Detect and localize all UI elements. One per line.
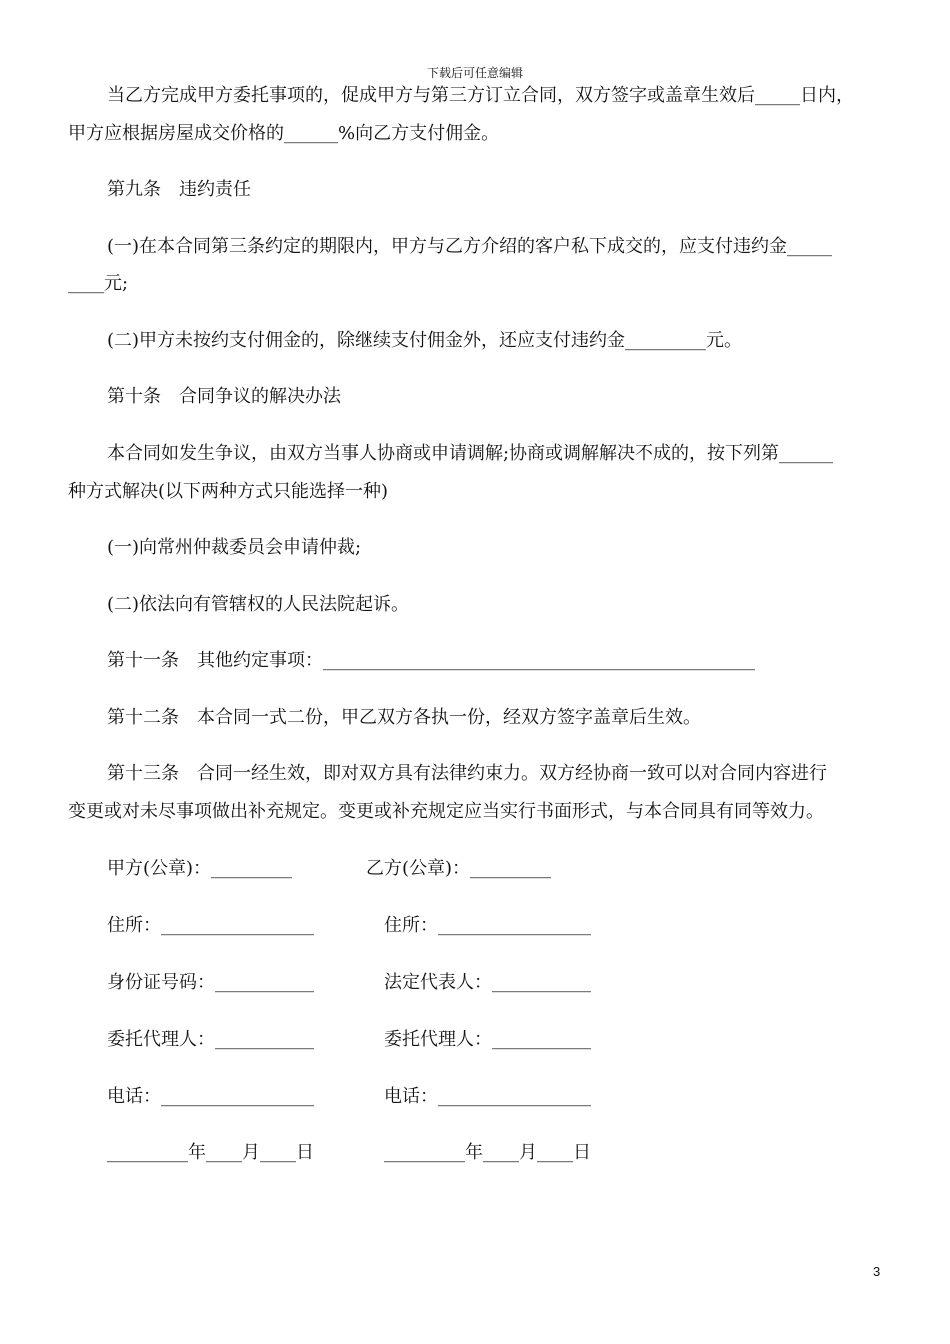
party-b-phone: 电话：_________________: [384, 1086, 591, 1107]
party-b-agent: 委托代理人：___________: [384, 1029, 591, 1050]
article-12: 第十二条 本合同一式二份，甲乙双方各执一份，经双方签字盖章后生效。: [107, 707, 701, 728]
party-a-date: _________年____月____日: [107, 1142, 314, 1163]
party-a-phone: 电话：_________________: [107, 1086, 314, 1107]
article-8-body-line-1: 当乙方完成甲方委托事项的，促成甲方与第三方订立合同，双方签字或盖章生效后_____日内，: [107, 85, 854, 106]
header-note: 下载后可任意编辑: [426, 66, 523, 80]
article-9-item-2: (二)甲方未按约支付佣金的，除继续支付佣金外，还应支付违约金_________元。: [107, 330, 743, 351]
party-a-id-number: 身份证号码：___________: [107, 972, 314, 993]
article-10-body-line-2: 种方式解决(以下两种方式只能选择一种): [68, 481, 389, 502]
article-9-item-1-line-2: ____元;: [68, 273, 129, 294]
article-10-option-2: (二)依法向有管辖权的人民法院起诉。: [107, 594, 410, 615]
party-b-seal: 乙方(公章)：_________: [366, 858, 552, 879]
article-11: 第十一条 其他约定事项：________________________________________________: [107, 650, 755, 671]
article-9-item-1-line-1: (一)在本合同第三条约定的期限内，甲方与乙方介绍的客户私下成交的，应支付违约金_____: [107, 236, 833, 257]
party-b-date: _________年____月____日: [384, 1142, 591, 1163]
article-9-title: 第九条 违约责任: [107, 179, 251, 200]
article-10-title: 第十条 合同争议的解决办法: [107, 386, 341, 407]
party-a-seal: 甲方(公章)：_________: [107, 858, 293, 879]
article-10-body-line-1: 本合同如发生争议，由双方当事人协商或申请调解;协商或调解解决不成的，按下列第______: [107, 443, 834, 464]
article-10-option-1: (一)向常州仲裁委员会申请仲裁;: [107, 537, 362, 558]
party-b-legal-rep: 法定代表人：___________: [384, 972, 591, 993]
page-number: 3: [873, 1264, 881, 1279]
article-13-line-1: 第十三条 合同一经生效，即对双方具有法律约束力。双方经协商一致可以对合同内容进行: [107, 763, 827, 784]
article-8-body-line-2: 甲方应根据房屋成交价格的______%向乙方支付佣金。: [68, 123, 500, 144]
party-a-address: 住所：_________________: [107, 915, 314, 936]
party-a-agent: 委托代理人：___________: [107, 1029, 314, 1050]
article-13-line-2: 变更或对未尽事项做出补充规定。变更或补充规定应当实行书面形式，与本合同具有同等效力。: [68, 801, 824, 822]
party-b-address: 住所：_________________: [384, 915, 591, 936]
